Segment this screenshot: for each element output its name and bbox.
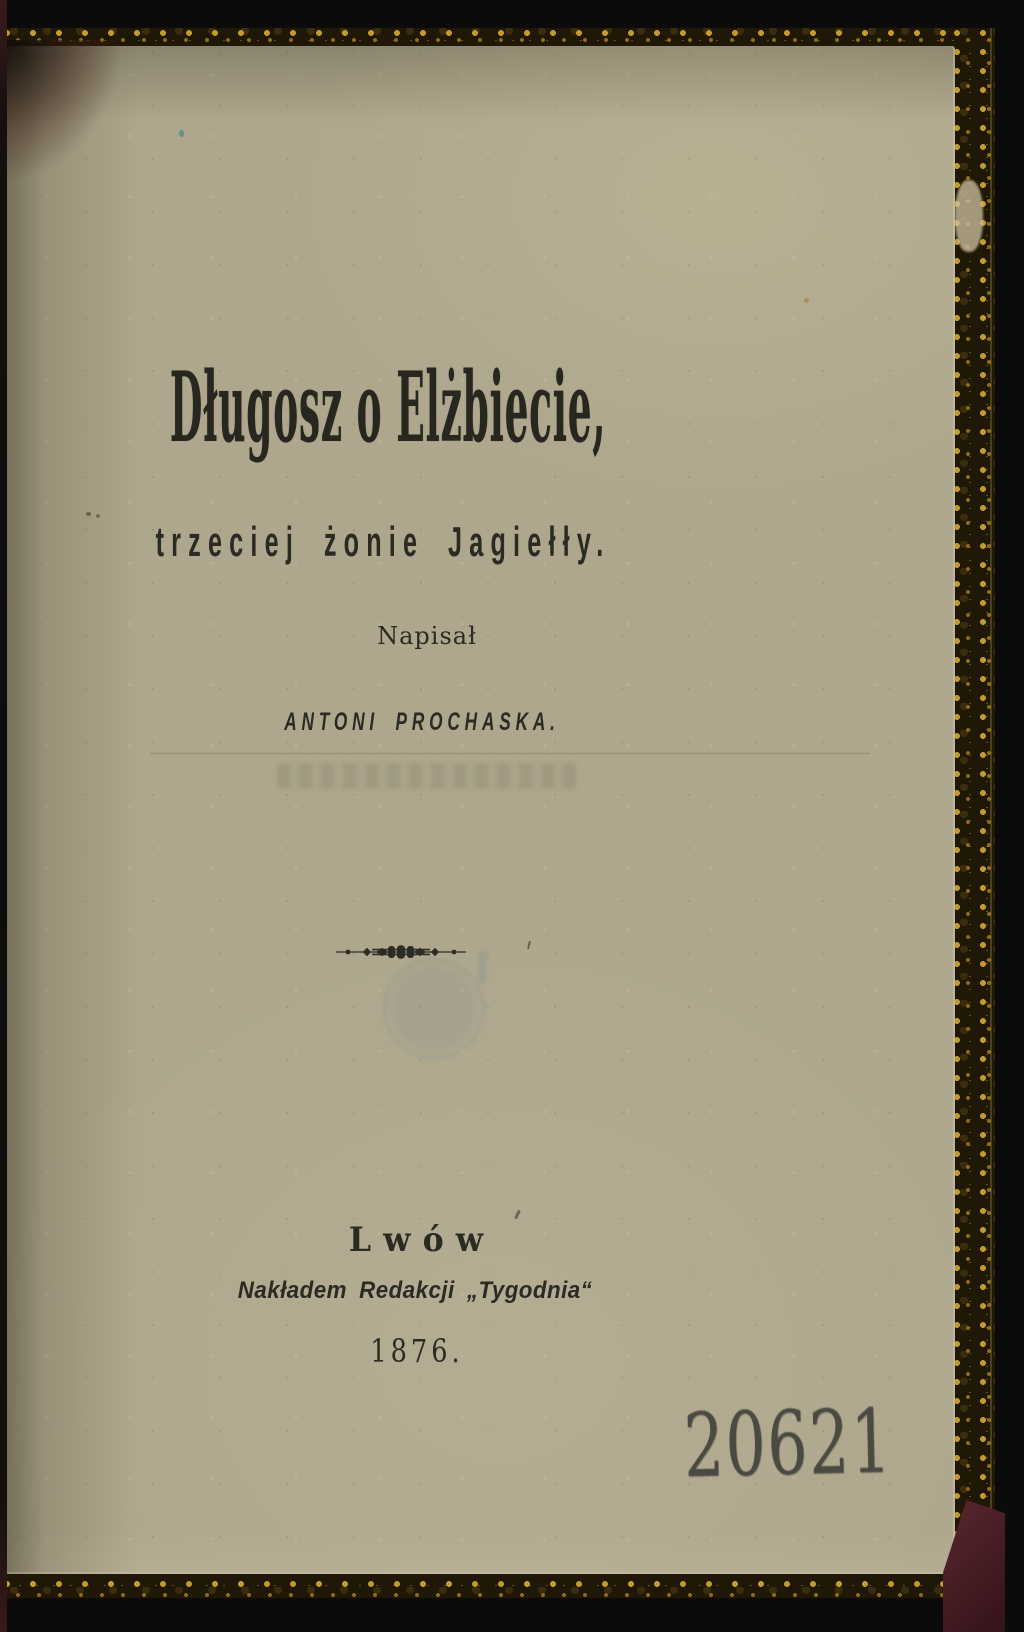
cover-wear-patch: [955, 180, 983, 252]
imprint-place: Lwów: [348, 1220, 496, 1260]
paper-speck: [179, 130, 184, 137]
paper-speck: [96, 514, 100, 518]
paper-speck: [86, 512, 91, 516]
divider-ornament-icon: [336, 944, 466, 964]
byline-label: Napisał: [377, 622, 477, 650]
spine-shadow: [0, 0, 7, 1632]
author-name: ANTONI PROCHASKA.: [284, 708, 560, 736]
imprint-publisher: Nakładem Redakcji „Tygodnia“: [237, 1277, 593, 1304]
book-subtitle: trzeciej żonie Jagiełły.: [155, 518, 611, 565]
marbled-cover-right-edge: [950, 28, 995, 1598]
embossed-library-stamp: [277, 763, 577, 789]
faded-blue-round-stamp: [383, 958, 485, 1060]
gutter-corner-shadow: [0, 40, 120, 180]
imprint-year: 1876.: [370, 1332, 464, 1370]
catalog-number-stamp: 20621: [682, 1389, 894, 1498]
book-title: Długosz o Elżbiecie,: [169, 351, 607, 464]
paper-crease: [150, 753, 870, 754]
blue-ink-smudge: [478, 950, 486, 984]
paper-speck: [804, 298, 809, 303]
